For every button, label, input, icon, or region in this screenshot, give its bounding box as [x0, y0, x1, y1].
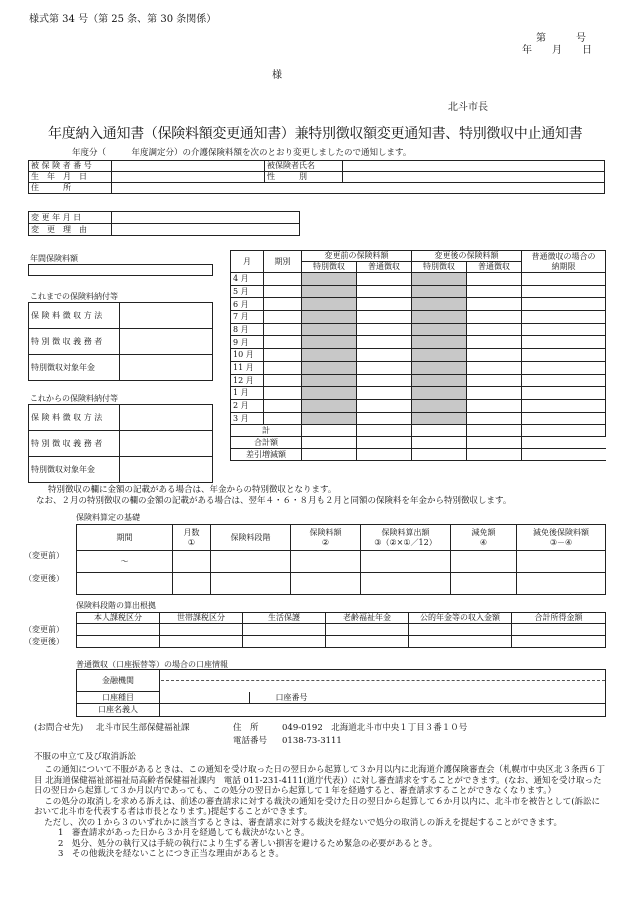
basis-cell — [326, 636, 409, 648]
intro-text: 年度分（ 年度調定分）の介護保険料額を次のとおり変更しましたので通知します。 — [72, 148, 412, 158]
basis-h-household-tax: 世帯課税区分 — [160, 613, 243, 624]
basis-table — [76, 612, 606, 648]
month-cell — [357, 273, 412, 286]
col-before: 変更前の保険料額 — [302, 251, 412, 262]
month-cell — [522, 336, 606, 349]
sex-value — [343, 172, 605, 183]
month-cell — [264, 311, 302, 324]
month-cell — [302, 399, 357, 412]
month-cell — [412, 374, 467, 387]
bank-label: 金融機関 — [77, 670, 160, 692]
month-row — [231, 298, 606, 311]
notice-number: 第 号 — [536, 33, 586, 44]
total-cell — [357, 425, 412, 437]
month-cell — [522, 412, 606, 425]
month-row — [231, 323, 606, 336]
calc-table — [76, 524, 606, 595]
total-cell — [412, 425, 467, 437]
addressee-suffix: 様 — [272, 70, 282, 81]
change-reason-label: 変 更 理 由 — [29, 224, 112, 236]
month-cell — [522, 285, 606, 298]
month-cell — [264, 336, 302, 349]
month-row — [231, 336, 606, 349]
calc-cell — [517, 551, 606, 573]
col-after-normal: 普通徴収 — [467, 262, 522, 273]
diff-label: 差引増減額 — [231, 449, 302, 461]
change-date-label: 変 更 年 月 日 — [29, 212, 112, 224]
notice-date: 年 月 日 — [522, 45, 592, 56]
after-payment-title: これからの保険料納付等 — [30, 394, 118, 403]
after-pension-label: 特別徴収対象年金 — [29, 457, 120, 483]
note-1: 特別徴収の欄に金額の記載がある場合は、年金からの特別徴収となります。 — [48, 485, 337, 495]
month-label: 2 月 — [231, 399, 264, 412]
month-cell — [264, 323, 302, 336]
calc-h-period: 期間 — [77, 525, 173, 551]
calc-h-stage: 保険料段階 — [211, 525, 291, 551]
change-table — [28, 211, 300, 236]
month-cell — [467, 399, 522, 412]
basis-after-label: （変更後） — [24, 637, 64, 646]
before-obligor-value — [120, 329, 213, 355]
calc-h-computed: 保険料算出額 ③（②×①／12） — [361, 525, 451, 551]
basis-h-old-age-pension: 老齢福祉年金 — [326, 613, 409, 624]
month-cell — [522, 387, 606, 400]
month-row — [231, 311, 606, 324]
month-cell — [357, 361, 412, 374]
month-cell — [264, 374, 302, 387]
before-obligor-label: 特 別 徴 収 義 務 者 — [29, 329, 120, 355]
month-cell — [467, 387, 522, 400]
month-cell — [522, 311, 606, 324]
month-row — [231, 374, 606, 387]
grand-total-row — [231, 437, 606, 449]
month-cell — [412, 285, 467, 298]
before-pension-label: 特別徴収対象年金 — [29, 355, 120, 381]
calc-before-period: 〜 — [77, 551, 173, 573]
calc-cell — [361, 573, 451, 595]
month-cell — [264, 361, 302, 374]
month-cell — [412, 323, 467, 336]
page-title: 年度納入通知書（保険料額変更通知書）兼特別徴収額変更通知書、特別徴収中止通知書 — [48, 126, 583, 142]
account-type-value — [160, 692, 250, 704]
insured-no-value — [112, 161, 265, 172]
col-deadline: 納期限 — [522, 262, 606, 273]
basis-h-pension-income: 公的年金等の収入金額 — [409, 613, 512, 624]
month-cell — [412, 336, 467, 349]
contact-dept: 北斗市民生部保健福祉課 — [96, 723, 190, 733]
month-cell — [467, 323, 522, 336]
basis-cell — [160, 624, 243, 636]
calc-cell — [211, 573, 291, 595]
calc-before-label: （変更前） — [24, 551, 64, 560]
before-method-label: 保 険 料 徴 収 方 法 — [29, 303, 120, 329]
month-cell — [467, 311, 522, 324]
month-cell — [522, 298, 606, 311]
basis-h-welfare: 生活保護 — [243, 613, 326, 624]
month-cell — [522, 374, 606, 387]
account-box — [76, 669, 606, 717]
month-label: 3 月 — [231, 412, 264, 425]
calc-cell — [361, 551, 451, 573]
month-label: 1 月 — [231, 387, 264, 400]
month-cell — [302, 374, 357, 387]
month-row — [231, 399, 606, 412]
insured-name-value — [343, 161, 605, 172]
month-row — [231, 349, 606, 362]
account-holder-label: 口座名義人 — [77, 704, 160, 716]
col-before-normal: 普通徴収 — [357, 262, 412, 273]
appeal-item-1: 1 審査請求があった日から３か月を経過しても裁決がないとき。 — [58, 828, 310, 838]
before-method-value — [120, 303, 213, 329]
month-label: 4 月 — [231, 273, 264, 286]
calc-cell — [451, 551, 517, 573]
appeal-para-2: この処分の取消しを求める訴えは、前述の審査請求に対する裁決の通知を受けた日の翌日から起算して６か月以内に、北斗市を被告として(訴訟において北斗市を代表する者は市長となります。)提起することができます。 — [34, 796, 601, 817]
sex-label: 性 別 — [265, 172, 343, 183]
basis-h-self-tax: 本人課税区分 — [77, 613, 160, 624]
month-cell — [467, 412, 522, 425]
month-cell — [467, 361, 522, 374]
calc-cell — [77, 573, 173, 595]
month-cell — [302, 273, 357, 286]
basis-before-label: （変更前） — [24, 625, 64, 634]
annual-premium-box — [28, 264, 213, 276]
appeal-para-3: ただし、次の１から３のいずれかに該当するときは、審査請求に対する裁決を経ないで処分の取消しの訴えを提起することができます。 — [44, 817, 563, 828]
month-cell — [357, 412, 412, 425]
month-cell — [412, 298, 467, 311]
calc-h-reduction: 減免額 ④ — [451, 525, 517, 551]
account-type-label: 口座種目 — [77, 692, 160, 704]
month-cell — [467, 273, 522, 286]
total-label: 計 — [231, 425, 302, 437]
diff-cell — [302, 449, 357, 461]
calc-after-label: （変更後） — [24, 574, 64, 583]
grand-total-label: 合計額 — [231, 437, 302, 449]
basis-cell — [409, 624, 512, 636]
col-before-special: 特別徴収 — [302, 262, 357, 273]
month-cell — [302, 412, 357, 425]
calc-title: 保険料算定の基礎 — [76, 513, 140, 522]
month-cell — [264, 349, 302, 362]
appeal-item-2: 2 処分、処分の執行又は手続の執行により生ずる著しい損害を避けるため緊急の必要があるとき。 — [58, 838, 438, 849]
month-cell — [357, 285, 412, 298]
month-cell — [467, 298, 522, 311]
address-label: 住 所 — [29, 183, 112, 194]
month-cell — [357, 336, 412, 349]
month-cell — [412, 387, 467, 400]
month-cell — [467, 336, 522, 349]
month-row — [231, 387, 606, 400]
month-cell — [412, 361, 467, 374]
col-normal-case: 普通徴収の場合の — [522, 251, 606, 262]
appeal-para-1: この通知について不服があるときは、この通知を受け取った日の翌日から起算して３か月以内に北海道介護保険審査会（札幌市中央区北３条西６丁目 北海道保健福祉部福祉局高齢者保健福祉課内 電話 011-231-4111(道庁代表)）に対し審査請求をすることができます。(なお、通知を受け取った日の翌日から起算して３か月以内であっても、この処分の翌日から起算して１年を経過すると、審査請求することができなくなります。） — [34, 765, 606, 796]
basis-h-total-income: 合計所得金額 — [512, 613, 606, 624]
month-cell — [264, 298, 302, 311]
account-title: 普通徴収（口座振替等）の場合の口座情報 — [76, 660, 228, 669]
basis-cell — [512, 624, 606, 636]
month-cell — [264, 387, 302, 400]
calc-cell — [291, 551, 361, 573]
birth-label: 生 年 月 日 — [29, 172, 112, 183]
basis-title: 保険料段階の算出根拠 — [76, 601, 156, 610]
month-cell — [412, 412, 467, 425]
annual-premium-label: 年間保険料額 — [30, 254, 78, 263]
month-cell — [357, 349, 412, 362]
note-2: なお、２月の特別徴収の欄の金額の記載がある場合は、翌年４・６・８月も２月と同額の保険料を年金から特別徴収します。 — [36, 496, 512, 506]
month-cell — [522, 323, 606, 336]
month-cell — [264, 412, 302, 425]
appeal-title: 不服の申立て及び取消訴訟 — [34, 752, 137, 762]
month-cell — [357, 387, 412, 400]
after-pension-value — [120, 457, 213, 483]
address-value — [112, 183, 605, 194]
account-number-value — [333, 692, 605, 704]
month-cell — [357, 323, 412, 336]
appeal-body — [34, 765, 606, 860]
before-payment-table — [28, 302, 213, 381]
month-row — [231, 285, 606, 298]
col-period: 期別 — [264, 251, 302, 273]
appeal-item-3: 3 その他裁決を経ないことにつき正当な理由があるとき。 — [58, 849, 284, 859]
contact-tel-label: 電話番号 — [233, 736, 268, 746]
account-number-label: 口座番号 — [250, 692, 333, 704]
contact-address: 049-0192 北海道北斗市中央１丁目３番１０号 — [282, 723, 468, 733]
insured-no-label: 被 保 険 者 番 号 — [29, 161, 112, 172]
monthly-table — [230, 250, 606, 461]
calc-cell — [173, 551, 211, 573]
after-obligor-value — [120, 431, 213, 457]
month-cell — [264, 285, 302, 298]
month-label: 9 月 — [231, 336, 264, 349]
month-cell — [302, 361, 357, 374]
month-cell — [302, 298, 357, 311]
month-cell — [357, 399, 412, 412]
birth-value — [112, 172, 265, 183]
month-cell — [357, 298, 412, 311]
basis-cell — [512, 636, 606, 648]
grand-total-cell — [467, 437, 522, 449]
month-label: 5 月 — [231, 285, 264, 298]
month-row — [231, 361, 606, 374]
contact-label: (お問合せ先) — [34, 723, 84, 733]
grand-total-cell — [522, 437, 606, 449]
before-pension-value — [120, 355, 213, 381]
month-cell — [264, 399, 302, 412]
month-label: 11 月 — [231, 361, 264, 374]
insured-name-label: 被保険者氏名 — [265, 161, 343, 172]
calc-cell — [211, 551, 291, 573]
calc-cell — [517, 573, 606, 595]
calc-h-premium: 保険料額 ② — [291, 525, 361, 551]
month-row — [231, 273, 606, 286]
basis-cell — [77, 636, 160, 648]
diff-cell — [412, 449, 467, 461]
month-label: 8 月 — [231, 323, 264, 336]
month-label: 12 月 — [231, 374, 264, 387]
grand-total-cell — [302, 437, 357, 449]
month-cell — [467, 374, 522, 387]
month-cell — [357, 374, 412, 387]
month-cell — [522, 349, 606, 362]
month-cell — [522, 399, 606, 412]
basis-cell — [243, 636, 326, 648]
diff-cell — [357, 449, 412, 461]
month-cell — [412, 311, 467, 324]
month-cell — [412, 273, 467, 286]
total-row — [231, 425, 606, 437]
calc-cell — [173, 573, 211, 595]
change-reason-value — [112, 224, 300, 236]
month-cell — [302, 323, 357, 336]
after-obligor-label: 特 別 徴 収 義 務 者 — [29, 431, 120, 457]
after-payment-table — [28, 404, 213, 483]
basis-cell — [326, 624, 409, 636]
col-after: 変更後の保険料額 — [412, 251, 522, 262]
month-cell — [467, 349, 522, 362]
basis-cell — [77, 624, 160, 636]
month-label: 7 月 — [231, 311, 264, 324]
month-cell — [264, 273, 302, 286]
calc-h-after-reduction: 減免後保険料額 ③－④ — [517, 525, 606, 551]
before-payment-title: これまでの保険料納付等 — [30, 292, 118, 301]
month-label: 6 月 — [231, 298, 264, 311]
basis-cell — [409, 636, 512, 648]
contact-address-label: 住 所 — [233, 723, 259, 733]
basis-cell — [243, 624, 326, 636]
month-cell — [302, 387, 357, 400]
month-cell — [302, 285, 357, 298]
person-table — [28, 160, 605, 194]
basis-cell — [160, 636, 243, 648]
total-cell — [467, 425, 522, 437]
month-cell — [467, 285, 522, 298]
calc-cell — [451, 573, 517, 595]
month-cell — [412, 349, 467, 362]
month-row — [231, 412, 606, 425]
diff-row — [231, 449, 606, 461]
diff-cell — [522, 449, 606, 461]
month-cell — [302, 349, 357, 362]
col-month: 月 — [231, 251, 264, 273]
total-cell — [302, 425, 357, 437]
calc-h-months: 月数 ① — [173, 525, 211, 551]
month-cell — [302, 336, 357, 349]
col-after-special: 特別徴収 — [412, 262, 467, 273]
month-cell — [522, 361, 606, 374]
month-cell — [302, 311, 357, 324]
grand-total-cell — [357, 437, 412, 449]
grand-total-cell — [412, 437, 467, 449]
diff-cell — [467, 449, 522, 461]
bank-line — [161, 680, 605, 681]
month-cell — [522, 273, 606, 286]
month-cell — [357, 311, 412, 324]
contact-tel: 0138-73-3111 — [282, 736, 342, 746]
month-label: 10 月 — [231, 349, 264, 362]
form-number: 様式第 34 号（第 25 条、第 30 条関係） — [29, 14, 217, 25]
change-date-value — [112, 212, 300, 224]
total-cell — [522, 425, 606, 437]
issuer: 北斗市長 — [448, 102, 488, 113]
month-cell — [412, 399, 467, 412]
after-method-value — [120, 405, 213, 431]
after-method-label: 保 険 料 徴 収 方 法 — [29, 405, 120, 431]
calc-cell — [291, 573, 361, 595]
